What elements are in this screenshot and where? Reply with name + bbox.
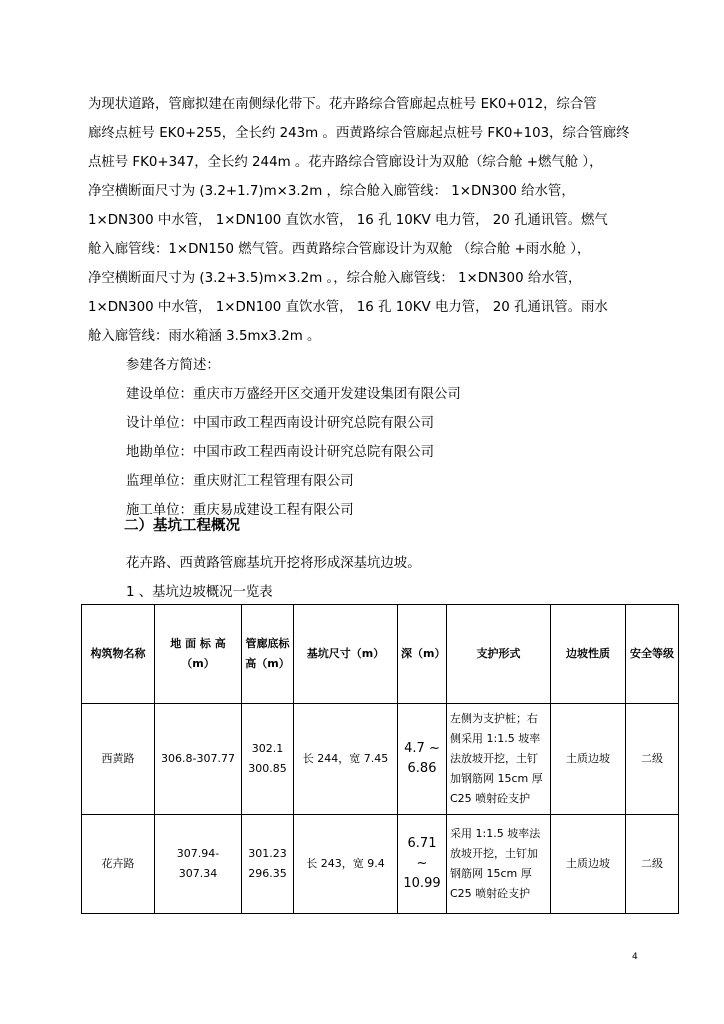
header-ground: 地 面 标 高 （m） — [155, 605, 242, 704]
paragraph-line: 点桩号 FK0+347，全长约 244m 。花卉路综合管廊设计为双舱（综合舱 +燃气舱 ）， — [88, 155, 603, 170]
party-construction: 建设单位：重庆市万盛经开区交通开发建设集团有限公司 — [126, 387, 461, 402]
header-name: 构筑物名称 — [82, 605, 155, 704]
page-number: 4 — [632, 952, 638, 962]
paragraph-line: 1×DN300 中水管， 1×DN100 直饮水管， 16 孔 10KV 电力管， 20 孔通讯管。燃气 — [88, 213, 608, 228]
paragraph-line: 为现状道路，管廊拟建在南侧绿化带下。花卉路综合管廊起点桩号 EK0+012，综合管 — [88, 97, 597, 112]
cell-depth: 4.7 ~ 6.86 — [398, 704, 447, 815]
table-title: 1 、基坑边坡概况一览表 — [126, 585, 273, 600]
header-bottom: 管廊底标高（m） — [242, 605, 294, 704]
paragraph-line: 舱入廊管线：雨水箱涵 3.5mx3.2m 。 — [88, 329, 321, 344]
cell-ground: 307.94-307.34 — [155, 815, 242, 914]
paragraph-line: 舱入廊管线：1×DN150 燃气管。西黄路综合管廊设计为双舱 （综合舱 +雨水舱 ）， — [88, 242, 591, 257]
body-text — [88, 90, 648, 525]
cell-name: 西黄路 — [82, 704, 155, 815]
cell-support: 采用 1:1.5 坡率法放坡开挖，土钉加钢筋网 15cm 厚 C25 喷射砼支护 — [447, 815, 551, 914]
cell-ground: 306.8-307.77 — [155, 704, 242, 815]
header-slope: 边坡性质 — [551, 605, 626, 704]
cell-slope: 土质边坡 — [551, 704, 626, 815]
party-survey: 地勘单位：中国市政工程西南设计研究总院有限公司 — [126, 445, 434, 460]
cell-name: 花卉路 — [82, 815, 155, 914]
party-supervision: 监理单位：重庆财汇工程管理有限公司 — [126, 474, 354, 489]
cell-size: 长 243，宽 9.4 — [294, 815, 398, 914]
header-size: 基坑尺寸（m） — [294, 605, 398, 704]
header-grade: 安全等级 — [626, 605, 679, 704]
party-design: 设计单位：中国市政工程西南设计研究总院有限公司 — [126, 416, 434, 431]
parties-intro: 参建各方简述： — [126, 358, 220, 373]
table-header-row — [82, 605, 679, 704]
party-contractor: 施工单位：重庆易成建设工程有限公司 — [126, 503, 354, 518]
cell-slope: 土质边坡 — [551, 815, 626, 914]
table-row — [82, 815, 679, 914]
cell-grade: 二级 — [626, 704, 679, 815]
header-support: 支护形式 — [447, 605, 551, 704]
slope-table — [81, 604, 679, 914]
paragraph-line: 净空横断面尺寸为 (3.2+1.7)m×3.2m ，综合舱入廊管线： 1×DN300 给水管， — [88, 184, 575, 199]
paragraph-line: 1×DN300 中水管， 1×DN100 直饮水管， 16 孔 10KV 电力管， 20 孔通讯管。雨水 — [88, 300, 608, 315]
section-heading: 二）基坑工程概况 — [124, 518, 240, 534]
cell-bottom: 301.23 296.35 — [242, 815, 294, 914]
cell-support: 左侧为支护桩；右侧采用 1:1.5 坡率法放坡开挖，土钉加钢筋网 15cm 厚 C25 喷射砼支护 — [447, 704, 551, 815]
cell-depth: 6.71 ~ 10.99 — [398, 815, 447, 914]
table-row — [82, 704, 679, 815]
cell-bottom: 302.1 300.85 — [242, 704, 294, 815]
header-depth: 深（m） — [398, 605, 447, 704]
cell-size: 长 244，宽 7.45 — [294, 704, 398, 815]
paragraph-line: 廊终点桩号 EK0+255，全长约 243m 。西黄路综合管廊起点桩号 FK0+103，综合管廊终 — [88, 126, 630, 141]
cell-grade: 二级 — [626, 815, 679, 914]
paragraph-line: 净空横断面尺寸为 (3.2+3.5)m×3.2m 。，综合舱入廊管线： 1×DN300 给水管， — [88, 271, 582, 286]
section-paragraph: 花卉路、西黄路管廊基坑开挖将形成深基坑边坡。 — [126, 556, 421, 571]
